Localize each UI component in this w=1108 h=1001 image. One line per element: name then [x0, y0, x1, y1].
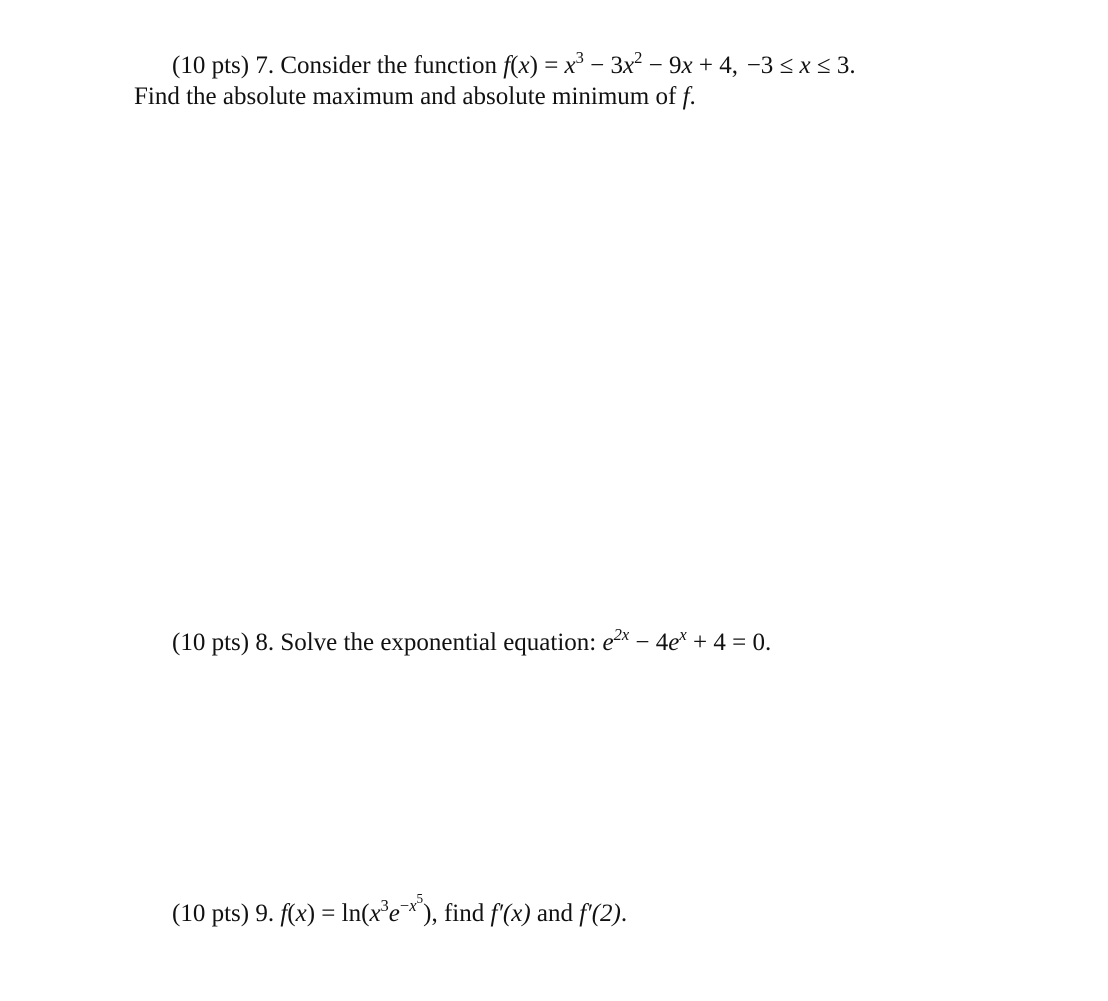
problem-8-intro: Solve the exponential equation:	[280, 629, 597, 656]
problem-7-line-1	[134, 47, 856, 81]
problem-7-intro: Consider the function	[280, 52, 497, 79]
problem-8-points: (10 pts)	[172, 629, 250, 656]
problem-8	[172, 624, 772, 658]
problem-7	[134, 47, 856, 113]
problem-7-question-func: f	[682, 83, 690, 111]
problem-7-equation: $f(x) = x^3 - 3x^2 - 9x + 4$, −3 ≤ x ≤ 3.	[503, 47, 856, 79]
problem-9-find: find	[443, 900, 485, 927]
problem-9-derivative-2: f′(2)	[579, 900, 621, 927]
problem-9-and: and	[536, 900, 574, 927]
problem-9-equation: $f(x) = \ln(x^3e^{-x^5})$	[280, 891, 432, 927]
problem-7-points: (10 pts)	[172, 52, 250, 79]
problem-9-derivative-x: f′(x)	[490, 900, 531, 927]
problem-9: (10 pts) 9. $f(x) = \ln(x^3e^{-x^5})$, find f′(x) and f′(2).	[172, 891, 628, 927]
problem-8-number: 8.	[255, 629, 275, 656]
problem-7-question: Find the absolute maximum and absolute minimum of	[134, 83, 677, 111]
problem-8-equation: $e^{2x} - 4e^x + 4 = 0$.	[602, 624, 772, 656]
problem-9-points: (10 pts)	[172, 900, 250, 927]
problem-7-number: 7.	[255, 52, 275, 79]
problem-7-line-2: Find the absolute maximum and absolute minimum of f.	[134, 83, 696, 111]
problem-9-number: 9.	[255, 900, 275, 927]
